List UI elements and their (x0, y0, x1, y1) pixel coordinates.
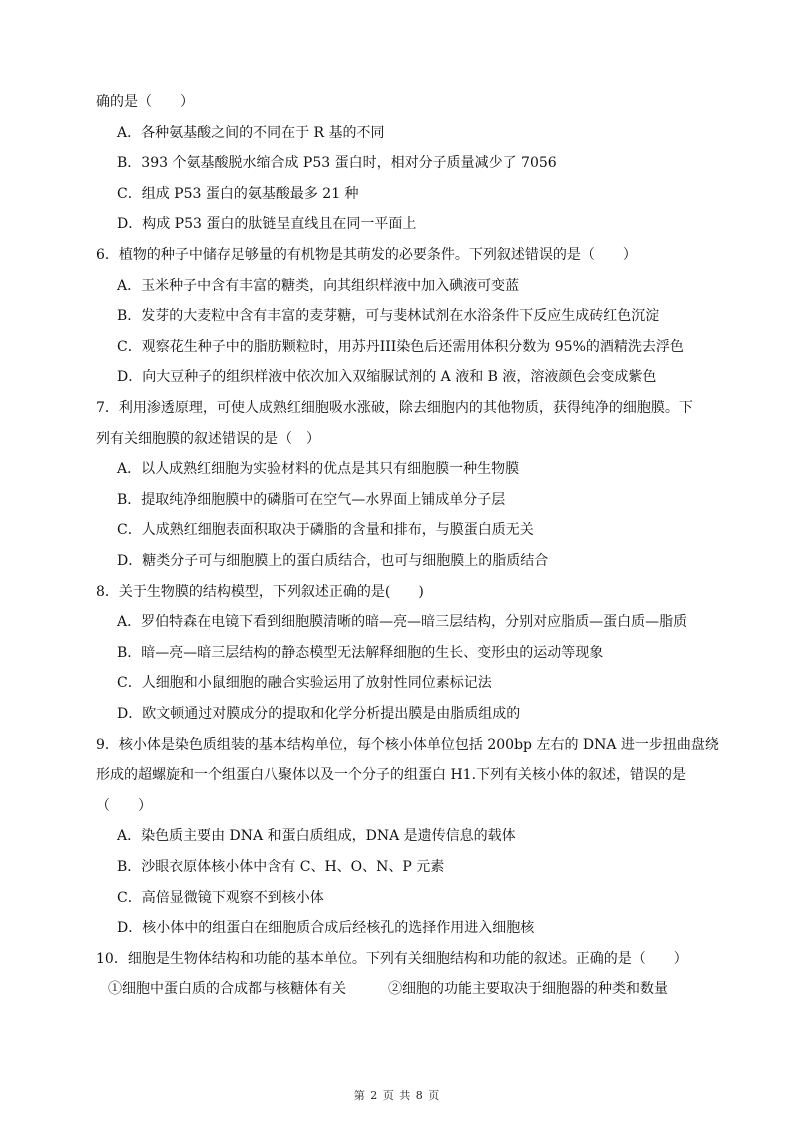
answer-option: D．构成 P53 蛋白的肽链呈直线且在同一平面上 (117, 216, 417, 232)
answer-option: C．组成 P53 蛋白的氨基酸最多 21 种 (117, 186, 359, 202)
answer-option: C．观察花生种子中的脂肪颗粒时，用苏丹III染色后还需用体积分数为 95%的酒精洗去浮色 (117, 339, 684, 355)
answer-option: B．暗—亮—暗三层结构的静态模型无法解释细胞的生长、变形虫的运动等现象 (117, 645, 604, 661)
answer-option: C．人细胞和小鼠细胞的融合实验运用了放射性同位素标记法 (117, 675, 492, 691)
answer-option: D．核小体中的组蛋白在细胞质合成后经核孔的选择作用进入细胞核 (117, 920, 535, 936)
statement-item: ①细胞中蛋白质的合成都与核糖体有关 ②细胞的功能主要取决于细胞器的种类和数量 (108, 981, 668, 997)
page-footer: 第 2 页 共 8 页 (353, 1089, 441, 1102)
answer-option: B．沙眼衣原体核小体中含有 C、H、O、N、P 元素 (117, 859, 445, 875)
answer-option: D．向大豆种子的组织样液中依次加入双缩脲试剂的 A 液和 B 液，溶液颜色会变成紫色 (117, 369, 657, 385)
answer-option: B．发芽的大麦粒中含有丰富的麦芽糖，可与斐林试剂在水浴条件下反应生成砖红色沉淀 (117, 308, 660, 324)
answer-option: D．欧文顿通过对膜成分的提取和化学分析提出膜是由脂质组成的 (117, 706, 521, 722)
question-stem: 8．关于生物膜的结构模型，下列叙述正确的是( ) (96, 584, 424, 600)
answer-option: A．染色质主要由 DNA 和蛋白质组成，DNA 是遗传信息的载体 (117, 828, 516, 844)
question-stem: 6．植物的种子中储存足够量的有机物是其萌发的必要条件。下列叙述错误的是（ ） (96, 247, 637, 263)
question-stem: 7．利用渗透原理，可使人成熟红细胞吸水涨破，除去细胞内的其他物质，获得纯净的细胞膜。下 (96, 400, 693, 416)
answer-option: A．以人成熟红细胞为实验材料的优点是其只有细胞膜一种生物膜 (117, 461, 520, 477)
answer-option: D．糖类分子可与细胞膜上的蛋白质结合，也可与细胞膜上的脂质结合 (117, 553, 549, 569)
question-stem: 10．细胞是生物体结构和功能的基本单位。下列有关细胞结构和功能的叙述。正确的是（ ） (96, 951, 688, 967)
question-stem: 9．核小体是染色质组装的基本结构单位，每个核小体单位包括 200bp 左右的 DNA 进一步扭曲盘绕 (96, 737, 719, 753)
answer-option: C．人成熟红细胞表面积取决于磷脂的含量和排布，与膜蛋白质无关 (117, 522, 534, 538)
answer-option: A．各种氨基酸之间的不同在于 R 基的不同 (117, 125, 385, 141)
answer-option: B．提取纯净细胞膜中的磷脂可在空气—水界面上铺成单分子层 (117, 492, 506, 508)
question-stem: 形成的超螺旋和一个组蛋白八聚体以及一个分子的组蛋白 H1.下列有关核小体的叙述，错误的是 (96, 767, 687, 783)
answer-option: C．高倍显微镜下观察不到核小体 (117, 890, 324, 906)
question-stem: 确的是（ ） (96, 94, 194, 110)
answer-option: A．罗伯特森在电镜下看到细胞膜清晰的暗—亮—暗三层结构，分别对应脂质—蛋白质—脂质 (117, 614, 688, 630)
answer-option: B．393 个氨基酸脱水缩合成 P53 蛋白时，相对分子质量减少了 7056 (117, 155, 557, 171)
answer-option: A．玉米种子中含有丰富的糖类，向其组织样液中加入碘液可变蓝 (117, 278, 520, 294)
question-stem: （ ） (96, 798, 152, 814)
question-stem: 列有关细胞膜的叙述错误的是（ ） (96, 431, 320, 447)
